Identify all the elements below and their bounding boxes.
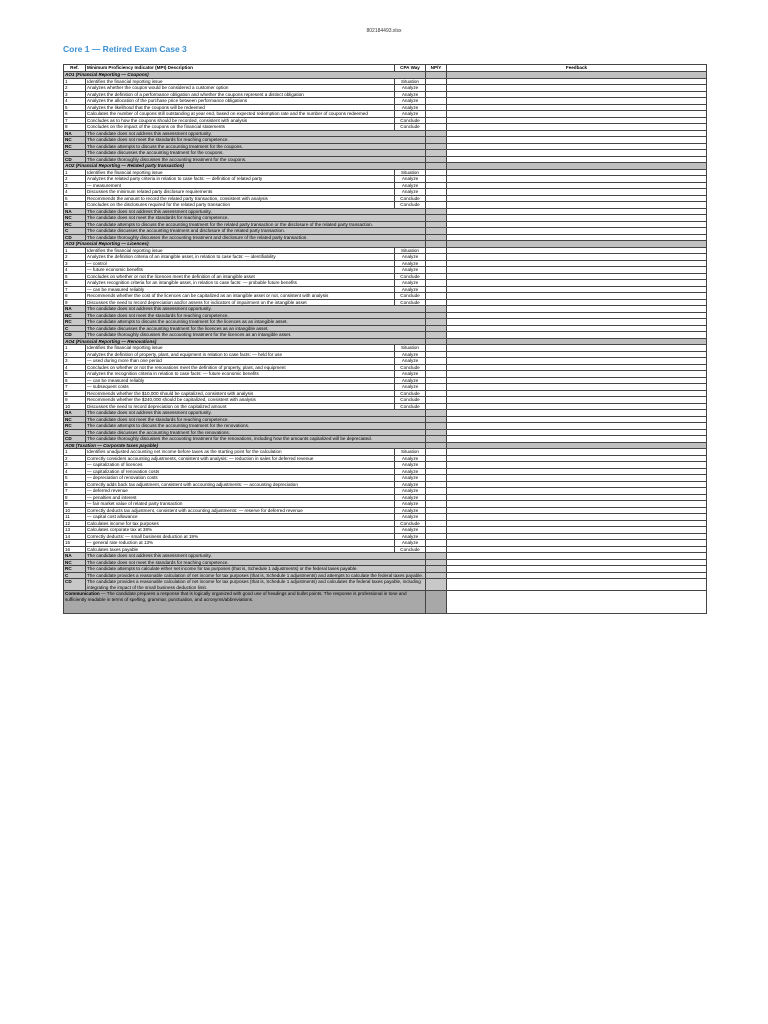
level-code: NA — [64, 410, 86, 417]
row-description: Analyzes whether the coupon would be considered a customer option — [86, 85, 395, 92]
row-ref: 16 — [64, 546, 86, 553]
communication-npy-cell[interactable] — [426, 591, 447, 614]
row-ref: 2 — [64, 176, 86, 183]
row-description: Calculates the number of coupons still outstanding at year end, based on expected redemption rate and the number of coupons redeemed — [86, 111, 395, 118]
row-description: Recommends whether the $10,000 should be capitalized, consistent with analysis — [86, 390, 395, 397]
row-description: Correctly considers accounting adjustments, consistent with analysis: — reduction in sales for deferred revenue — [86, 455, 395, 462]
row-description: — capital cost allowance — [86, 514, 395, 521]
row-description: Calculates income for tax purposes — [86, 520, 395, 527]
row-description: — subsequent costs — [86, 384, 395, 391]
level-description: The candidate attempts to discuss the accounting treatment for the related party transaction or the disclosure of the related party transaction. — [86, 221, 426, 228]
row-cpa-way: Analyze — [395, 98, 426, 105]
row-description: — control — [86, 260, 395, 267]
level-code: CD — [64, 156, 86, 163]
level-description: The candidate attempts to discuss the accounting treatment for the coupons. — [86, 143, 426, 150]
row-ref: 1 — [64, 449, 86, 456]
row-cpa-way: Conclude — [395, 195, 426, 202]
row-ref: 5 — [64, 104, 86, 111]
row-description: Analyzes the allocation of the purchase price between performance obligations — [86, 98, 395, 105]
row-ref: 6 — [64, 481, 86, 488]
row-ref: 5 — [64, 371, 86, 378]
row-description: — capitalization of renovation costs — [86, 468, 395, 475]
row-cpa-way: Analyze — [395, 462, 426, 469]
level-description: The candidate provides a reasonable calculation of net income for tax purposes (that is, Schedule 1 adjustments) and calculates the federal taxes payable, including integrating the impact of the small business deduction limit. — [86, 579, 426, 591]
communication-text — [64, 591, 426, 614]
section-title: AO2 (Financial Reporting — Related party transaction) — [64, 163, 426, 170]
level-code: CD — [64, 579, 86, 591]
row-cpa-way: Analyze — [395, 260, 426, 267]
level-description: The candidate does not address this assessment opportunity. — [86, 553, 426, 560]
row-cpa-way: Analyze — [395, 371, 426, 378]
level-description: The candidate thoroughly discusses the accounting treatment for the renovations, including how the amounts capitalized will be depreciated. — [86, 436, 426, 443]
level-code: CD — [64, 436, 86, 443]
file-name: 802184493.xlsx — [366, 28, 402, 34]
row-ref: 7 — [64, 384, 86, 391]
row-description: Analyzes the recognition criteria in relation to case facts: — future economic benefits — [86, 371, 395, 378]
row-description: — fair market value of related party transaction — [86, 501, 395, 508]
level-row — [64, 579, 707, 591]
row-ref: 3 — [64, 358, 86, 365]
level-code: C — [64, 325, 86, 332]
row-cpa-way: Conclude — [395, 124, 426, 131]
row-ref: 3 — [64, 462, 86, 469]
row-cpa-way: Conclude — [395, 273, 426, 280]
row-cpa-way: Conclude — [395, 299, 426, 306]
row-description: Identifies the financial reporting issue — [86, 345, 395, 352]
level-code: NC — [64, 559, 86, 566]
row-description: — deferred revenue — [86, 488, 395, 495]
row-ref: 10 — [64, 403, 86, 410]
row-cpa-way: Situation — [395, 449, 426, 456]
header-ref: Ref. — [64, 65, 86, 72]
row-cpa-way: Conclude — [395, 546, 426, 553]
level-npy-cell[interactable] — [426, 579, 447, 591]
communication-body: — The candidate prepares a response that is logically organized with good use of headings and bullet points. The response is professional in tone and sufficiently readable in terms of spelling, grammar, punctuation, and acronyms/abbreviations. — [65, 591, 407, 602]
level-description: The candidate provides a reasonable calculation of net income for tax purposes (that is, Schedule 1 adjustments) and attempts to calculate the federal taxes payable. — [86, 572, 426, 579]
row-cpa-way: Situation — [395, 78, 426, 85]
row-ref: 10 — [64, 507, 86, 514]
header-cpa-way: CPA Way — [395, 65, 426, 72]
row-description: — used during more than one period — [86, 358, 395, 365]
row-description: Recommends whether the cost of the licences can be capitalized as an intangible asset or not, consistent with analysis — [86, 293, 395, 300]
row-ref: 6 — [64, 280, 86, 287]
row-ref: 6 — [64, 202, 86, 209]
row-cpa-way: Analyze — [395, 351, 426, 358]
level-description: The candidate does not meet the standards for reaching competence. — [86, 215, 426, 222]
row-ref: 3 — [64, 182, 86, 189]
section-title: AO3 (Financial Reporting — Licences) — [64, 241, 426, 248]
row-description: Concludes on the disclosures required for the related party transaction — [86, 202, 395, 209]
row-ref: 3 — [64, 260, 86, 267]
row-description: Discusses the need to record depreciation on the capitalized amount — [86, 403, 395, 410]
row-cpa-way: Analyze — [395, 501, 426, 508]
row-cpa-way: Analyze — [395, 540, 426, 547]
row-ref: 4 — [64, 267, 86, 274]
level-description: The candidate does not address this assessment opportunity. — [86, 130, 426, 137]
level-code: NA — [64, 306, 86, 313]
section-title: AO1 (Financial Reporting — Coupons) — [64, 72, 426, 79]
row-cpa-way: Analyze — [395, 358, 426, 365]
row-description: — general rate reduction at 13% — [86, 540, 395, 547]
level-description: The candidate does not meet the standards for reaching competence. — [86, 312, 426, 319]
row-cpa-way: Analyze — [395, 507, 426, 514]
level-feedback-cell[interactable] — [447, 579, 707, 591]
row-description: Recommends whether the $240,000 should be capitalized, consistent with analysis — [86, 397, 395, 404]
row-cpa-way: Analyze — [395, 533, 426, 540]
row-description: Calculates corporate tax at 38% — [86, 527, 395, 534]
communication-feedback-cell[interactable] — [447, 591, 707, 614]
row-description: Concludes on whether or not the licences meet the definition of an intangible asset — [86, 273, 395, 280]
row-cpa-way: Analyze — [395, 104, 426, 111]
row-ref: 5 — [64, 273, 86, 280]
section-title: AO4 (Financial Reporting — Renovations) — [64, 338, 426, 345]
row-cpa-way: Analyze — [395, 111, 426, 118]
row-cpa-way: Analyze — [395, 280, 426, 287]
row-cpa-way: Conclude — [395, 117, 426, 124]
row-description: Analyzes the definition criteria of an intangible asset, in relation to case facts: — identifiability — [86, 254, 395, 261]
level-description: The candidate does not address this assessment opportunity. — [86, 410, 426, 417]
level-code: C — [64, 150, 86, 157]
level-code: RC — [64, 221, 86, 228]
rubric-body — [64, 72, 707, 614]
row-ref: 1 — [64, 78, 86, 85]
level-code: NA — [64, 553, 86, 560]
row-cpa-way: Analyze — [395, 488, 426, 495]
row-ref: 7 — [64, 117, 86, 124]
row-description: Concludes as to how the coupons should be recorded, consistent with analysis — [86, 117, 395, 124]
level-description: The candidate discusses the accounting treatment and disclosure of the related party transaction. — [86, 228, 426, 235]
level-code: C — [64, 572, 86, 579]
level-description: The candidate attempts to discuss the accounting treatment for the renovations. — [86, 423, 426, 430]
row-cpa-way: Analyze — [395, 455, 426, 462]
row-description: Analyzes the related party criteria in relation to case facts: — definition of related party — [86, 176, 395, 183]
row-description: Correctly deducts: — small business deduction at 19% — [86, 533, 395, 540]
row-description: Recommends the amount to record the related party transaction, consistent with analysis — [86, 195, 395, 202]
row-description: — capitalization of licences — [86, 462, 395, 469]
level-code: C — [64, 228, 86, 235]
row-ref: 2 — [64, 85, 86, 92]
level-description: The candidate attempts to calculate either net income for tax purposes (that is, Schedule 1 adjustments) or the federal taxes payable. — [86, 566, 426, 573]
level-description: The candidate does not address this assessment opportunity. — [86, 306, 426, 313]
row-description: Concludes on the impact of the coupons on the financial statements — [86, 124, 395, 131]
row-ref: 3 — [64, 91, 86, 98]
row-ref: 4 — [64, 364, 86, 371]
row-description: Correctly adds back tax adjustment, consistent with accounting adjustments: — accounting depreciation — [86, 481, 395, 488]
row-description: — can be measured reliably — [86, 286, 395, 293]
row-description: Analyzes the definition of a performance obligation and whether the coupons represent a distinct obligation — [86, 91, 395, 98]
row-cpa-way: Conclude — [395, 293, 426, 300]
table-header-row — [64, 65, 707, 72]
level-code: RC — [64, 423, 86, 430]
row-cpa-way: Analyze — [395, 468, 426, 475]
page-title: Core 1 — Retired Exam Case 3 — [63, 44, 187, 54]
level-code: RC — [64, 143, 86, 150]
row-description: Identifies the financial reporting issue — [86, 78, 395, 85]
rubric-table — [63, 64, 707, 614]
row-ref: 8 — [64, 293, 86, 300]
row-description: Discusses the need to record depreciation and/or assess for indicators of impairment on the intangible asset — [86, 299, 395, 306]
row-cpa-way: Situation — [395, 247, 426, 254]
row-description: Discusses the minimum related party disclosure requirements — [86, 189, 395, 196]
level-code: CD — [64, 234, 86, 241]
row-ref: 1 — [64, 345, 86, 352]
row-cpa-way: Situation — [395, 169, 426, 176]
row-cpa-way: Situation — [395, 345, 426, 352]
row-cpa-way: Analyze — [395, 267, 426, 274]
row-ref: 12 — [64, 520, 86, 527]
row-cpa-way: Analyze — [395, 494, 426, 501]
level-code: RC — [64, 319, 86, 326]
row-cpa-way: Analyze — [395, 182, 426, 189]
header-description: Minimum Proficiency Indicator (MPI) Description — [86, 65, 395, 72]
row-description: Calculates taxes payable — [86, 546, 395, 553]
row-cpa-way: Conclude — [395, 364, 426, 371]
row-cpa-way: Analyze — [395, 384, 426, 391]
row-cpa-way: Conclude — [395, 397, 426, 404]
row-description: Concludes on whether or not the renovations meet the definition of property, plant, and equipment — [86, 364, 395, 371]
row-cpa-way: Analyze — [395, 176, 426, 183]
row-cpa-way: Analyze — [395, 85, 426, 92]
row-ref: 2 — [64, 455, 86, 462]
level-description: The candidate attempts to discuss the accounting treatment for the licences as an intangible asset. — [86, 319, 426, 326]
row-ref: 5 — [64, 475, 86, 482]
level-description: The candidate thoroughly discusses the accounting treatment for the licences as an intangible asset. — [86, 332, 426, 339]
row-cpa-way: Analyze — [395, 286, 426, 293]
row-cpa-way: Analyze — [395, 481, 426, 488]
row-ref: 15 — [64, 540, 86, 547]
level-code: RC — [64, 566, 86, 573]
row-ref: 6 — [64, 111, 86, 118]
row-description: — measurement — [86, 182, 395, 189]
row-description: Identifies unadjusted accounting net income before taxes as the starting point for the calculation — [86, 449, 395, 456]
row-ref: 7 — [64, 488, 86, 495]
row-cpa-way: Analyze — [395, 475, 426, 482]
row-ref: 4 — [64, 98, 86, 105]
row-ref: 9 — [64, 299, 86, 306]
row-ref: 4 — [64, 189, 86, 196]
level-code: NC — [64, 215, 86, 222]
level-code: C — [64, 429, 86, 436]
row-cpa-way: Conclude — [395, 202, 426, 209]
communication-label: Communication — [65, 591, 100, 596]
row-ref: 9 — [64, 397, 86, 404]
level-description: The candidate does not meet the standards for reaching competence. — [86, 416, 426, 423]
row-description: — can be measured reliably — [86, 377, 395, 384]
level-description: The candidate discusses the accounting treatment for the licences as an intangible asset. — [86, 325, 426, 332]
row-cpa-way: Analyze — [395, 189, 426, 196]
level-code: NC — [64, 312, 86, 319]
communication-row — [64, 591, 707, 614]
row-description: Analyzes recognition criteria for an intangible asset, in relation to case facts: — probable future benefits — [86, 280, 395, 287]
row-cpa-way: Analyze — [395, 514, 426, 521]
row-ref: 8 — [64, 124, 86, 131]
section-title: AO5 (Taxation — Corporate taxes payable) — [64, 442, 426, 449]
row-ref: 2 — [64, 351, 86, 358]
row-ref: 8 — [64, 494, 86, 501]
row-ref: 2 — [64, 254, 86, 261]
row-ref: 4 — [64, 468, 86, 475]
row-ref: 1 — [64, 247, 86, 254]
row-ref: 6 — [64, 377, 86, 384]
row-description: — depreciation of renovation costs — [86, 475, 395, 482]
row-description: Identifies the financial reporting issue — [86, 169, 395, 176]
row-cpa-way: Analyze — [395, 91, 426, 98]
level-description: The candidate discusses the accounting treatment for the coupons. — [86, 150, 426, 157]
header-feedback: Feedback — [447, 65, 707, 72]
row-description: Identifies the financial reporting issue — [86, 247, 395, 254]
level-code: NC — [64, 137, 86, 144]
row-description: Analyzes the definition of property, plant, and equipment in relation to case facts: — held for use — [86, 351, 395, 358]
level-code: CD — [64, 332, 86, 339]
row-ref: 8 — [64, 390, 86, 397]
level-code: NA — [64, 130, 86, 137]
level-description: The candidate does not meet the standards for reaching competence. — [86, 559, 426, 566]
level-description: The candidate thoroughly discusses the accounting treatment and disclosure of the related party transaction. — [86, 234, 426, 241]
row-ref: 9 — [64, 501, 86, 508]
row-description: Correctly deducts tax adjustment, consistent with accounting adjustments: — reserve for deferred revenue — [86, 507, 395, 514]
level-code: NA — [64, 208, 86, 215]
row-cpa-way: Analyze — [395, 527, 426, 534]
row-ref: 1 — [64, 169, 86, 176]
level-code: NC — [64, 416, 86, 423]
level-description: The candidate does not address this assessment opportunity. — [86, 208, 426, 215]
level-description: The candidate thoroughly discusses the accounting treatment for the coupons. — [86, 156, 426, 163]
header-npy: NP/Y — [426, 65, 447, 72]
level-description: The candidate does not meet the standards for reaching competence. — [86, 137, 426, 144]
level-description: The candidate discusses the accounting treatment for the renovations. — [86, 429, 426, 436]
row-description: Analyzes the likelihood that the coupons will be redeemed — [86, 104, 395, 111]
row-cpa-way: Conclude — [395, 390, 426, 397]
row-description: — future economic benefits — [86, 267, 395, 274]
row-ref: 13 — [64, 527, 86, 534]
row-cpa-way: Conclude — [395, 520, 426, 527]
row-ref: 5 — [64, 195, 86, 202]
row-cpa-way: Analyze — [395, 254, 426, 261]
row-ref: 7 — [64, 286, 86, 293]
row-cpa-way: Conclude — [395, 403, 426, 410]
row-cpa-way: Analyze — [395, 377, 426, 384]
row-ref: 11 — [64, 514, 86, 521]
row-description: — penalties and interest — [86, 494, 395, 501]
row-ref: 14 — [64, 533, 86, 540]
